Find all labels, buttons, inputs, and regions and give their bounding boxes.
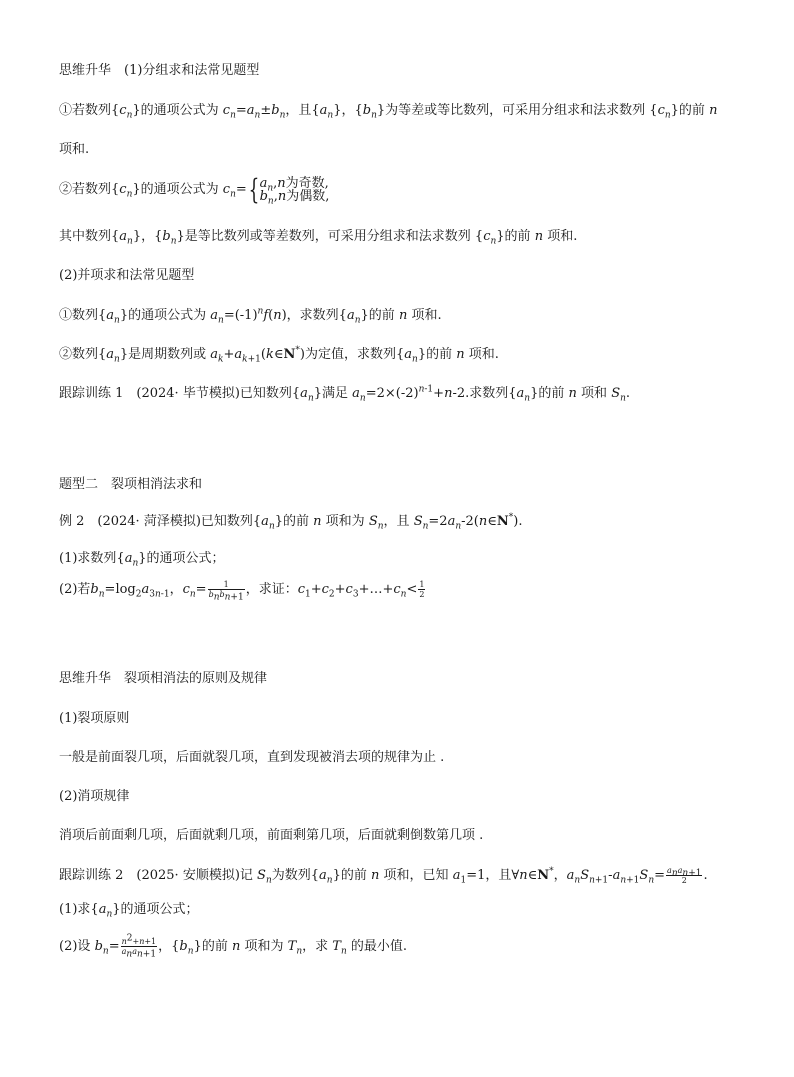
line-17: (2)消项规律: [59, 789, 130, 804]
line-14: 思维升华 裂项相消法的原则及规律: [59, 671, 268, 686]
line-16: 一般是前面裂几项，后面就裂几项，直到发现被消去项的规律为止 .: [59, 750, 445, 765]
line-8: ②数列$\{a_n\}$是周期数列或 $a_k+a_{k+1}(k\in N^*)$为定值，求数列$\{a_n\}$的前 n 项和.: [59, 345, 499, 365]
line-13: (2)若$b_n=\log_2a_{3n-1}$，$c_n=$ $\frac{1}{b_nb_{n+1}}$ ，求证：$c_1+c_2+c_3+\dots+c_n<$ $\frac{1}{2}$: [59, 580, 425, 603]
brace-icon: {: [248, 172, 260, 206]
line-6: (2)并项求和法常见题型: [59, 268, 195, 283]
line-4: ②若数列$\{c_n\}$的通项公式为 $c_n=${ $a_n,n$为奇数, $b_n,n$为偶数,: [59, 172, 330, 207]
line-7: ①数列$\{a_n\}$的通项公式为 $a_n=(-1)^nf(n)$，求数列$\{a_n\}$的前 n 项和.: [59, 306, 442, 326]
line-18: 消项后前面剩几项，后面就剩几项，前面剩第几项，后面就剩倒数第几项 .: [59, 828, 484, 843]
line-15: (1)裂项原则: [59, 711, 130, 726]
line-11: 例 2 (2024· 菏泽模拟)已知数列$\{a_n\}$的前 n 项和为 $S_n$，且 $S_n=2a_n-2(n\in N^*)$.: [59, 512, 523, 532]
line-20: (1)求$\{a_n\}$的通项公式；: [59, 902, 199, 920]
line-12: (1)求数列$\{a_n\}$的通项公式；: [59, 551, 225, 569]
line-21: (2)设 $b_n=$ $\frac{n^2+n+1}{a_na_{n+1}}$ ，$\{b_n\}$的前 n 项和为 $T_n$，求 $T_n$ 的最小值.: [59, 933, 408, 960]
line-9: 跟踪训练 1 (2024· 毕节模拟)已知数列$\{a_n\}$满足 $a_n=2\times(-2)^{n-1}+n-2$.求数列$\{a_n\}$的前 n 项和 $S_n$.: [59, 384, 631, 404]
line-19: 跟踪训练 2 (2025· 安顺模拟)记 $S_n$为数列$\{a_n\}$的前 n 项和，已知 $a_1=1$，且∀n∈N*，$a_nS_{n+1}-a_{n+1}S_n=$ $\frac{a_na_{n+1}}{2}$ .: [59, 866, 708, 886]
section-heading: 题型二 裂项相消法求和: [59, 477, 203, 492]
line-5: 其中数列$\{a_n\}$，$\{b_n\}$是等比数列或等差数列，可采用分组求和法求数列 $\{c_n\}$的前 n 项和.: [59, 229, 578, 247]
line-2: ①若数列$\{c_n\}$的通项公式为 $c_n=a_n\pm b_n$，且$\{a_n\}$，$\{b_n\}$为等差或等比数列，可采用分组求和法求数列 $\{c_n\}$的前 n: [59, 103, 718, 121]
line-3: 项和.: [59, 142, 90, 157]
line-1: 思维升华 (1)分组求和法常见题型: [59, 63, 260, 78]
